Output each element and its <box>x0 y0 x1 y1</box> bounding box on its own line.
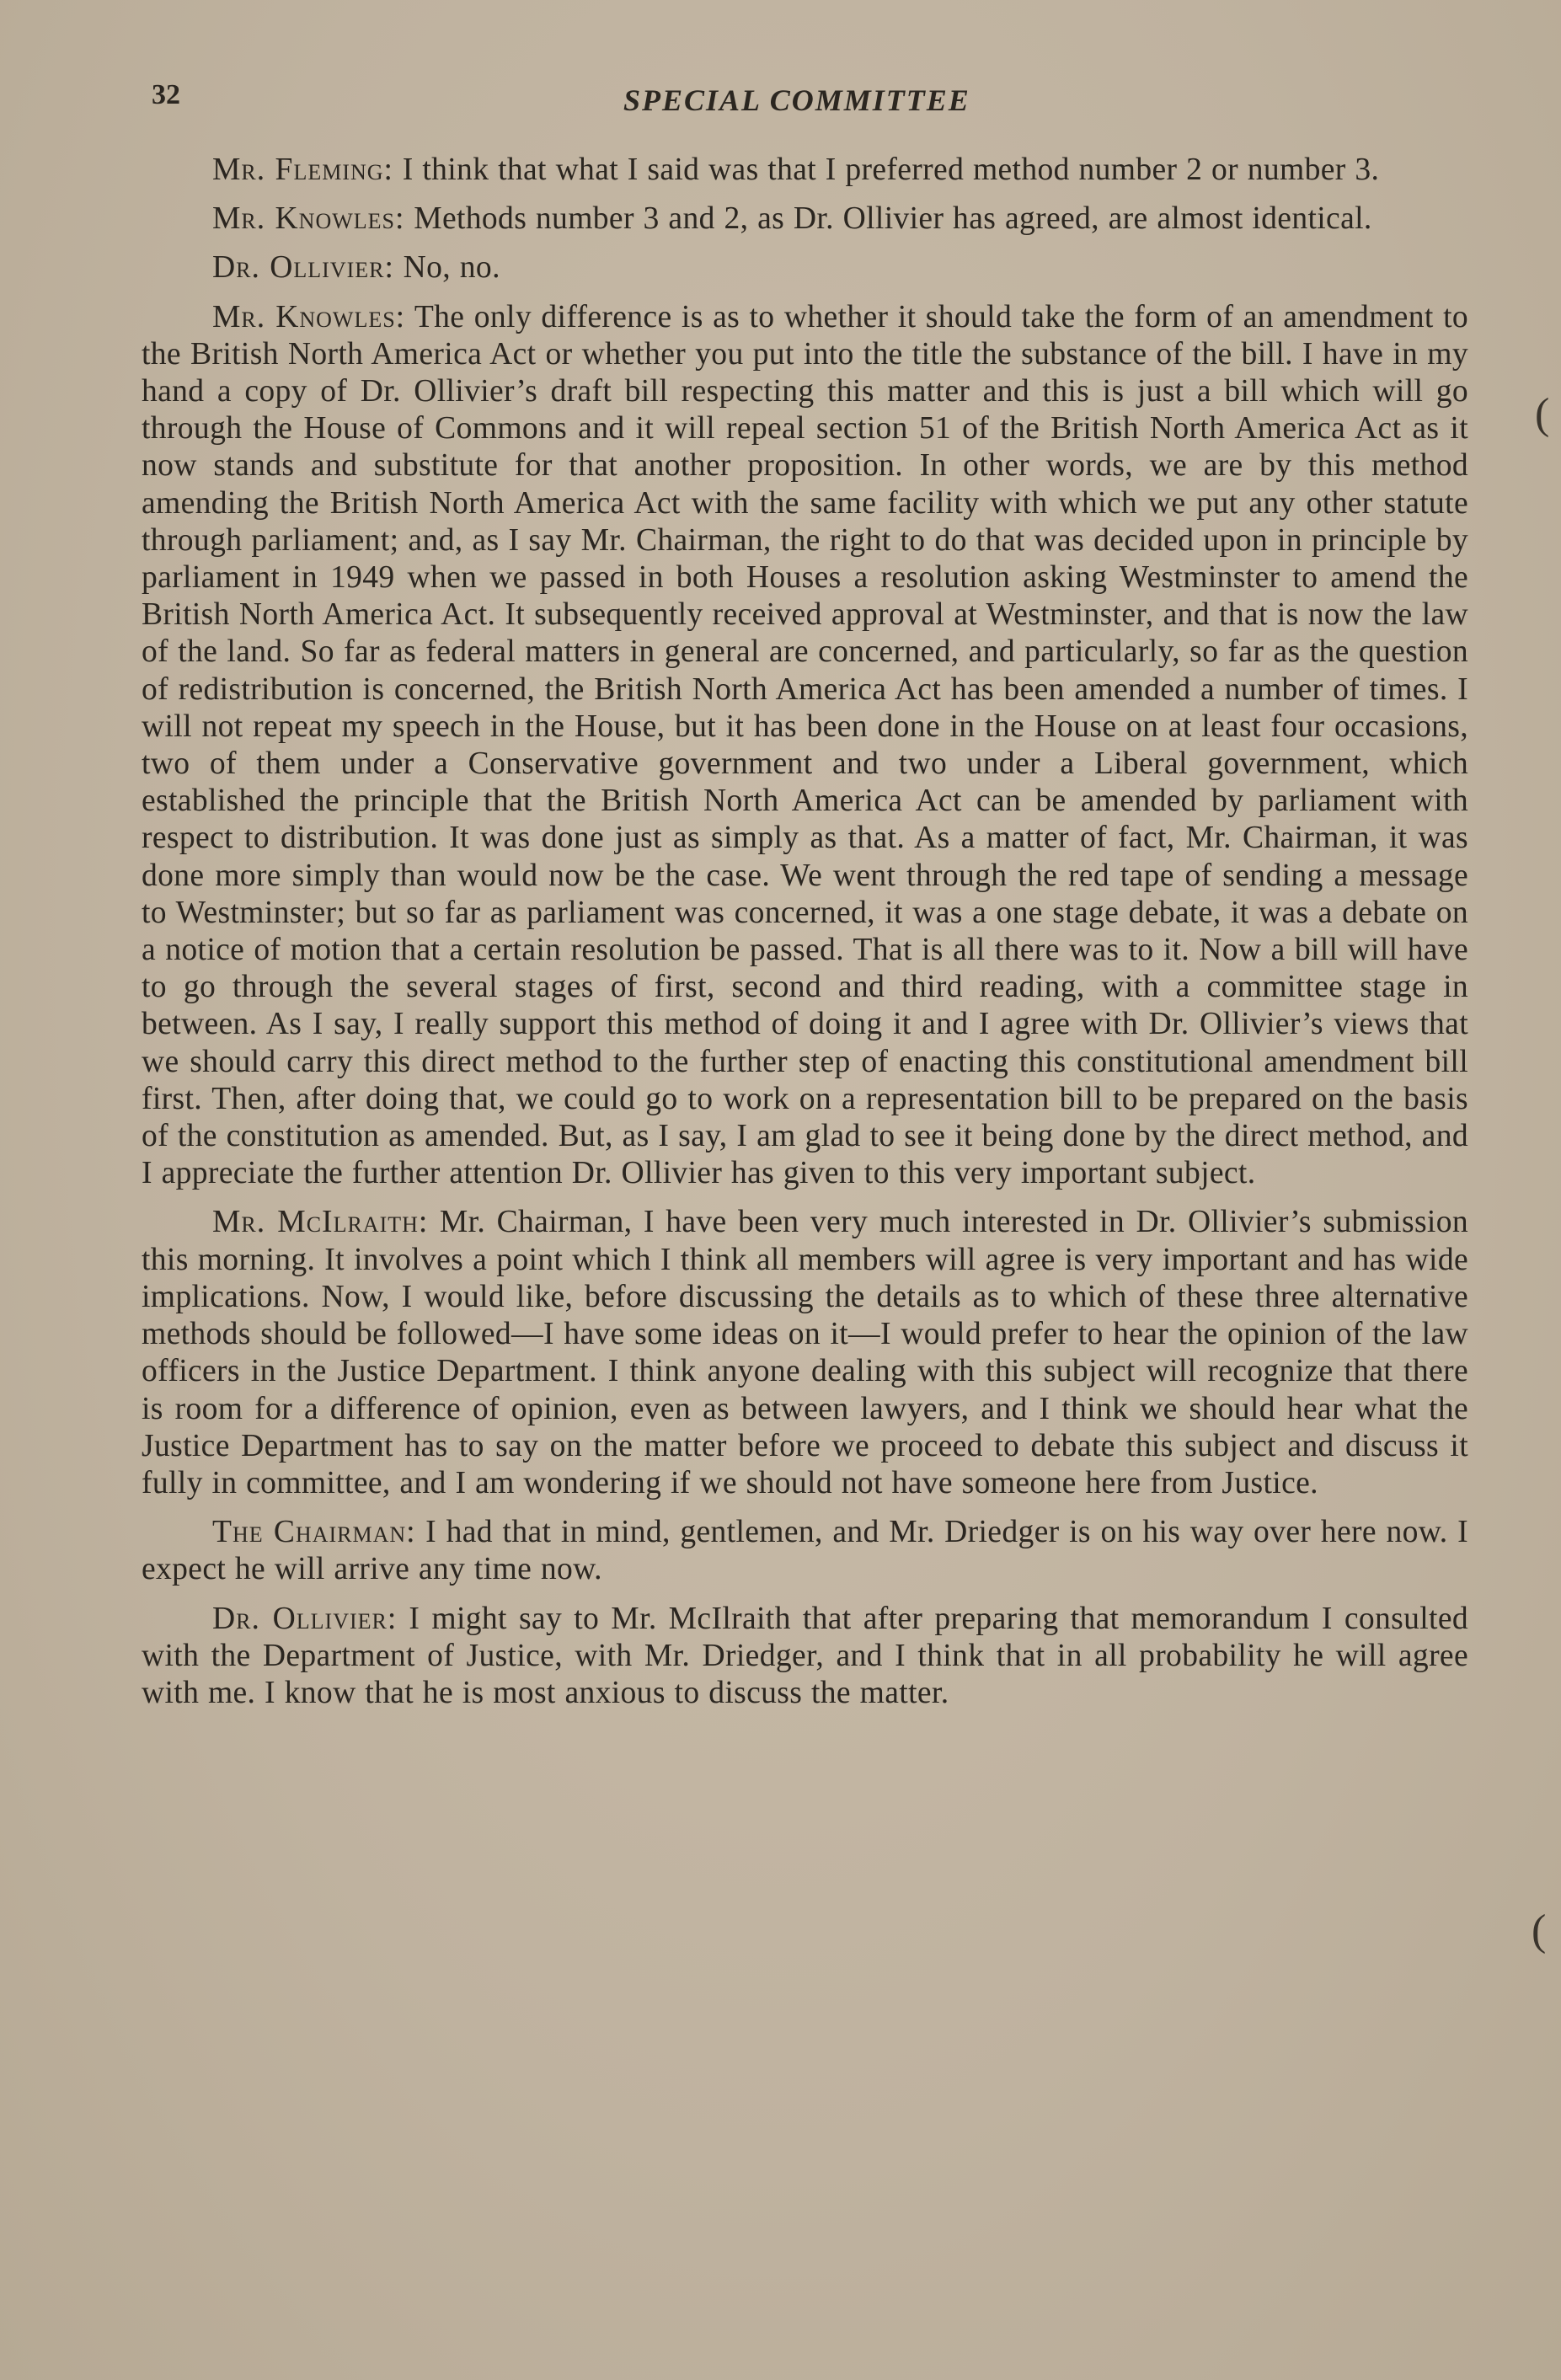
paragraph-text: Methods number 3 and 2, as Dr. Ollivier has agreed, are almost identical. <box>404 201 1372 237</box>
page-header <box>152 74 1466 125</box>
speaker-name: The Chairman: <box>212 1515 416 1550</box>
transcript-body <box>142 152 1468 1724</box>
speaker-name: Dr. Ollivier: <box>212 1601 398 1636</box>
binding-hole-mark: ( <box>1532 1907 1547 1955</box>
paragraph-text: I had that in mind, gentlemen, and Mr. Driedger is on his way over here now. I expect he will arrive any time now. <box>142 1515 1468 1587</box>
paragraph-text: No, no. <box>393 250 500 286</box>
paragraph <box>142 1601 1468 1713</box>
paragraph-text: I might say to Mr. McIlraith that after preparing that memorandum I consulted with the Department of Justice, with Mr. Driedger, and I think that in all probability he will agree with me. I know that he is most anxious to discuss the matter. <box>142 1601 1468 1710</box>
speaker-name: Mr. Fleming: <box>212 152 393 187</box>
paragraph-text: The only difference is as to whether it should take the form of an amendment to the British North America Act or whether you put into the title the substance of the bill. I have in my hand a copy of Dr. Ollivier’s draft bill respecting this matter and this is just a bill which will go through the House of Commons and it will repeal section 51 of the British North America Act as it now stands and substitute for that another proposition. In other words, we are by this method amending the British North America Act with the same facility with which we put any other statute through parliament; and, as I say Mr. Chairman, the right to do that was decided upon in principle by parliament in 1949 when we passed in both Houses a resolution asking Westminster to amend the British North America Act. It subsequently received approval at Westminster, and that is now the law of the land. So far as federal matters in general are concerned, and particularly, so far as the question of redistribution is concerned, the British North America Act has been amended a number of times. I will not repeat my speech in the House, but it has been done in the House on at least four occasions, two of them under a Conservative government and two under a Liberal government, which established the principle that the British North America Act can be amended by parliament with respect to distribution. It was done just as simply as that. As a matter of fact, Mr. Chairman, it was done more simply than would now be the case. We went through the red tape of sending a message to Westminster; but so far as parliament was concerned, it was a one stage debate, it was a debate on a notice of motion that a certain resolution be passed. That is all there was to it. Now a bill will have to go through the several stages of first, second and third reading, with a committee stage in between. As I say, I really support this method of doing it and I agree with Dr. Ollivier’s views that we should carry this direct method to the further step of enacting this constitutional amendment bill first. Then, after doing that, we could go to work on a representation bill to be prepared on the basis of the constitution as amended. But, as I say, I am glad to see it being done by the direct method, and I appreciate the further attention Dr. Ollivier has given to this very important subject. <box>142 299 1468 1191</box>
speaker-name: Mr. Knowles: <box>212 299 406 334</box>
paragraph <box>142 1204 1468 1502</box>
speaker-name: Mr. McIlraith: <box>212 1205 429 1240</box>
binding-hole-mark: ( <box>1535 390 1550 438</box>
paragraph <box>142 299 1468 1193</box>
paragraph <box>142 1514 1468 1588</box>
paragraph <box>142 152 1468 189</box>
page-number: 32 <box>152 79 180 110</box>
running-head: SPECIAL COMMITTEE <box>623 83 970 117</box>
paragraph-text: Mr. Chairman, I have been very much interested in Dr. Ollivier’s submission this morning. It involves a point which I think all members will agree is very important and has wide implications. Now, I would like, before discussing the details as to which of these three alternative methods should be followed—I have some ideas on it—I would prefer to hear the opinion of the law officers in the Justice Department. I think anyone dealing with this subject will recognize that there is room for a difference of opinion, even as between lawyers, and I think we should hear what the Justice Department has to say on the matter before we proceed to debate this subject and discuss it fully in committee, and I am wondering if we should not have someone here from Justice. <box>142 1205 1468 1500</box>
paragraph <box>142 249 1468 286</box>
speaker-name: Mr. Knowles: <box>212 201 405 237</box>
speaker-name: Dr. Ollivier: <box>212 250 394 286</box>
paragraph-text: I think that what I said was that I preferred method number 2 or number 3. <box>393 152 1380 187</box>
paragraph <box>142 201 1468 238</box>
